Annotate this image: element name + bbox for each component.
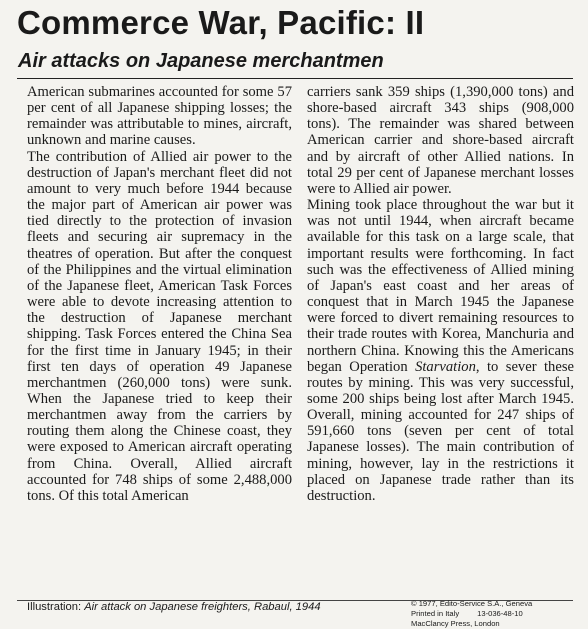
print-line: [411, 609, 532, 619]
paragraph-text: Mining took place throughout the war but it was not until 1944, when aircraft became available for this task on a large scale, that important results were forthcoming. In fact such was the effectiveness of Allied mining of Japan's east coast and her areas of conquest that in March 1945 the Japanese were forced to divert remaining resources to their trade routes with Korea, Manchuria and northern China. Knowing this the Americans began Operation: [307, 197, 574, 375]
publisher-credits: [411, 599, 532, 629]
operation-name: Starvation: [415, 358, 476, 375]
paragraph: The contribution of Allied air power to the destruction of Japan's merchant fleet did not amount to very much before 1944 because the major part of American air power was tied directly to the protection of invasion fleets and securing air supremacy in the theatres of operation. But after the conquest of the Philippines and the virtual elimination of the Japanese fleet, American Task Forces were able to devote increasing attention to the destruction of Japanese merchant shipping. Task Forces entered the China Sea for the first time in January 1945; in their first ten days of operation 49 Japanese merchantmen (260,000 tons) were sunk. When the Japanese tried to keep their merchantmen away from the carriers by routing them along the Chinese coast, they were exposed to American aircraft operating from China. Overall, Allied aircraft accounted for 748 ships of some 2,488,000 tons. Of this total American: [27, 148, 292, 504]
paragraph: carriers sank 359 ships (1,390,000 tons) and shore-based aircraft 343 ships (908,000 tons). The remainder was shared between American carrier and shore-based aircraft and by aircraft of other Allied nations. In total 29 per cent of Japanese merchant losses were to Allied air power.: [307, 84, 574, 197]
publisher-line: MacClancy Press, London: [411, 619, 500, 628]
illustration-credit: [27, 600, 327, 614]
page-subtitle: Air attacks on Japanese merchantmen: [18, 50, 384, 72]
card-code: 13-036-48-10: [477, 609, 523, 618]
paragraph-text: , to sever these routes by mining. This was very successful, some 200 ships being lost after March 1945. Overall, mining accounted for 247 ships of 591,660 tons (seven per cent of total Japanese losses). The main contribution of mining, however, lay in the restrictions it placed on Japanese trade rather than its destruction.: [307, 358, 574, 504]
paragraph: [307, 197, 574, 504]
title-divider: [17, 78, 573, 79]
copyright-line: © 1977, Edito-Service S.A., Geneva: [411, 599, 533, 608]
text-column-right: [307, 84, 574, 504]
text-column-left: [27, 84, 292, 504]
printed-in: Printed in Italy: [411, 609, 460, 618]
illustration-label: Illustration:: [27, 601, 82, 613]
page-title: Commerce War, Pacific: II: [17, 4, 425, 41]
illustration-caption: Air attack on Japanese freighters, Rabaul, 1944: [84, 601, 321, 613]
paragraph: American submarines accounted for some 57 per cent of all Japanese shipping losses; the remainder was attributable to mines, aircraft, unknown and marine causes.: [27, 84, 292, 149]
